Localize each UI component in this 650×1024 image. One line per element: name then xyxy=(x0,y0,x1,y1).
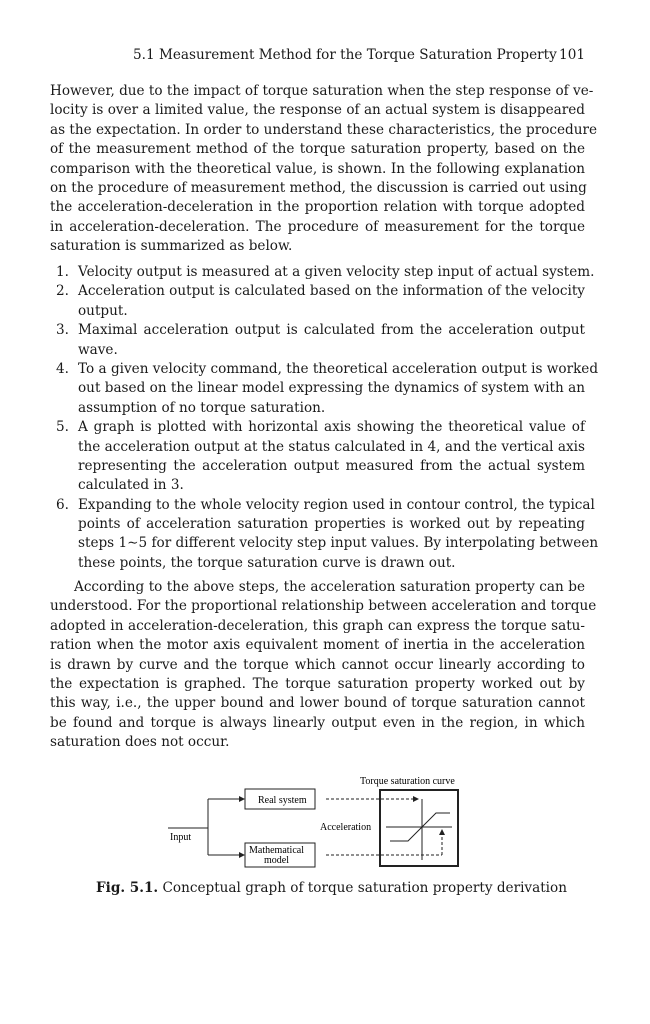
text-line: on the procedure of measurement method, the discussion is carried out using xyxy=(50,179,587,196)
step-line: Expanding to the whole velocity region used in contour control, the typical xyxy=(78,496,595,513)
header-title: 5.1 Measurement Method for the Torque Saturation Property xyxy=(133,47,557,63)
step-item xyxy=(50,496,599,574)
figure-caption xyxy=(96,880,567,896)
step-line: the acceleration output at the status calculated in 4, and the vertical axis xyxy=(78,438,585,455)
step-number: 5. xyxy=(56,419,69,436)
step-item xyxy=(50,418,585,496)
text-line: locity is over a limited value, the response of an actual system is disappeared xyxy=(50,102,585,119)
text-line: saturation is summarized as below. xyxy=(50,238,293,255)
text-line: this way, i.e., the upper bound and lower bound of torque saturation cannot xyxy=(50,695,585,712)
step-line: these points, the torque saturation curve is drawn out. xyxy=(78,554,456,571)
step-line: assumption of no torque saturation. xyxy=(78,399,326,416)
step-line: Velocity output is measured at a given velocity step input of actual system. xyxy=(78,264,595,280)
step-item xyxy=(50,282,585,321)
text-line: the acceleration-deceleration in the proportion relation with torque adopted xyxy=(50,199,585,216)
real-system-label: Real system xyxy=(258,795,307,806)
acceleration-label: Acceleration xyxy=(320,822,372,833)
step-number: 1. xyxy=(56,264,69,280)
step-item xyxy=(50,321,585,360)
text-line: in acceleration-deceleration. The procedure of measurement for the torque xyxy=(50,218,585,235)
paragraph-intro xyxy=(50,82,598,257)
step-line: Acceleration output is calculated based on the information of the velocity xyxy=(78,283,585,300)
text-line: saturation does not occur. xyxy=(50,734,230,751)
step-number: 6. xyxy=(56,496,69,513)
step-line: Maximal acceleration output is calculated from the acceleration output xyxy=(78,322,585,339)
model-label-2: model xyxy=(264,855,289,866)
text-line: adopted in acceleration-deceleration, this graph can express the torque satu- xyxy=(50,617,585,634)
paragraph-conclusion xyxy=(50,578,597,753)
text-line: However, due to the impact of torque saturation when the step response of ve- xyxy=(50,83,594,99)
step-item xyxy=(50,360,599,418)
text-line: of the measurement method of the torque saturation property, based on the xyxy=(50,141,585,158)
step-item xyxy=(50,263,595,282)
text-line: According to the above steps, the acceleration saturation property can be xyxy=(74,579,585,595)
step-number: 3. xyxy=(56,322,69,339)
step-line: out based on the linear model expressing the dynamics of system with an xyxy=(78,380,585,397)
step-line: A graph is plotted with horizontal axis showing the theoretical value of xyxy=(78,419,585,436)
text-line: be found and torque is always linearly output even in the region, in which xyxy=(50,714,585,731)
text-line: is drawn by curve and the torque which cannot occur linearly according to xyxy=(50,656,585,673)
step-line: representing the acceleration output measured from the actual system xyxy=(78,457,585,474)
text-line: the expectation is graphed. The torque saturation property worked out by xyxy=(50,675,585,692)
figure-label: Fig. 5.1. xyxy=(96,880,159,896)
torque-saturation-diagram xyxy=(160,770,480,875)
step-line: To a given velocity command, the theoretical acceleration output is worked xyxy=(78,360,599,377)
step-number: 4. xyxy=(56,360,69,377)
figure-caption-text: Conceptual graph of torque saturation property derivation xyxy=(162,880,567,896)
text-line: ration when the motor axis equivalent moment of inertia in the acceleration xyxy=(50,637,585,654)
running-header xyxy=(133,47,585,65)
procedure-steps xyxy=(50,263,599,573)
input-label: Input xyxy=(170,832,192,843)
text-line: comparison with the theoretical value, is shown. In the following explanation xyxy=(50,160,585,177)
step-line: calculated in 3. xyxy=(78,477,184,494)
step-line: steps 1∼5 for different velocity step input values. By interpolating between xyxy=(78,535,599,552)
step-line: wave. xyxy=(78,341,118,358)
page-number: 101 xyxy=(559,47,585,63)
step-number: 2. xyxy=(56,283,69,300)
step-line: output. xyxy=(78,302,128,319)
text-line: understood. For the proportional relationship between acceleration and torque xyxy=(50,598,597,615)
model-label-1: Mathematical xyxy=(249,845,304,856)
step-line: points of acceleration saturation properties is worked out by repeating xyxy=(78,516,585,533)
torque-curve-label: Torque saturation curve xyxy=(360,776,455,787)
text-line: as the expectation. In order to understand these characteristics, the procedure xyxy=(50,121,598,138)
